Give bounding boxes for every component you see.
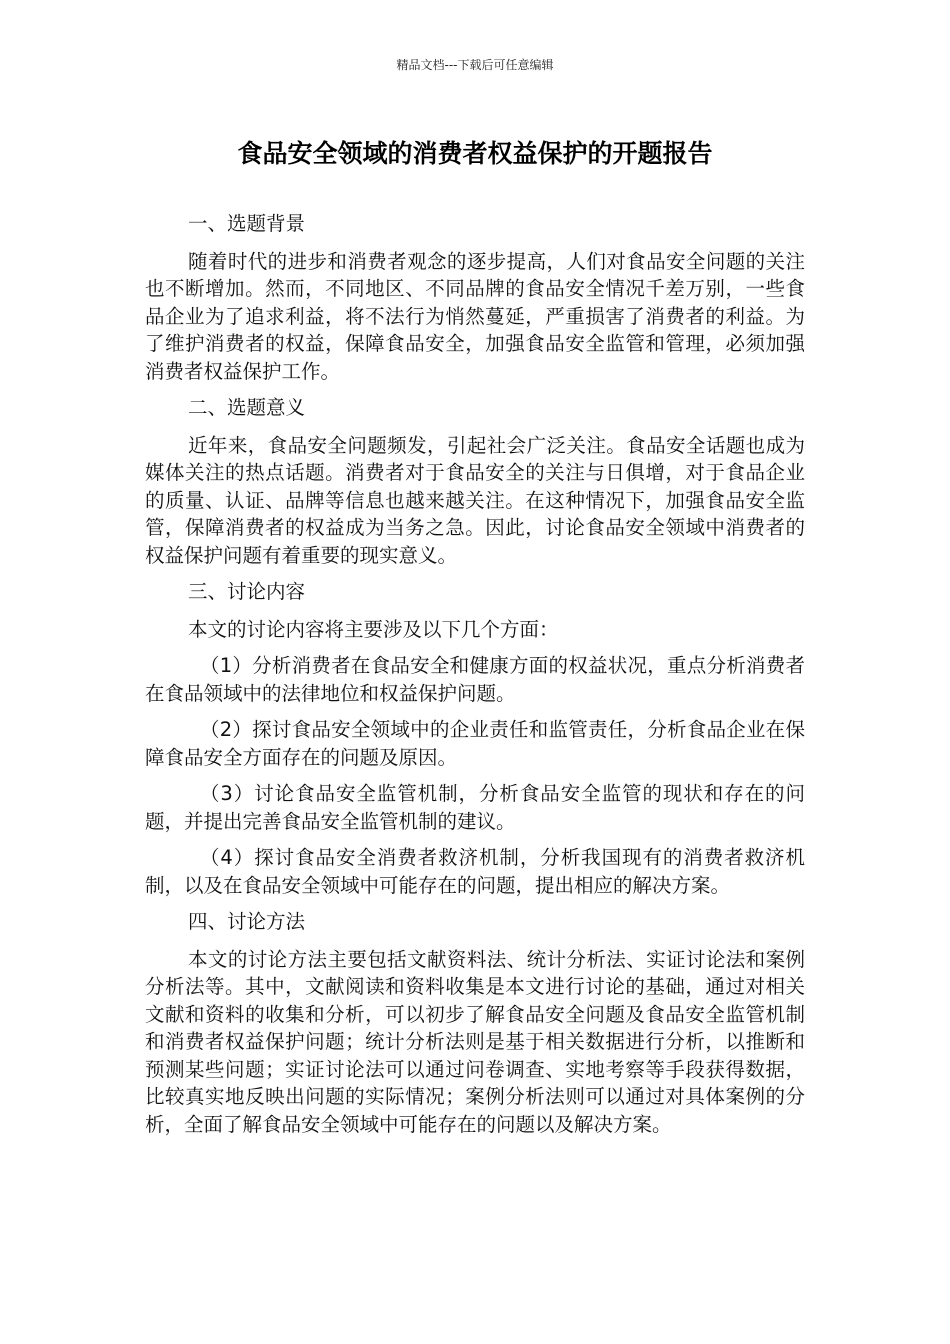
content-item-1: （1）分析消费者在食品安全和健康方面的权益状况，重点分析消费者在食品领域中的法律地位和权益保护问题。 [145,654,805,705]
background-paragraph: 随着时代的进步和消费者观念的逐步提高，人们对食品安全问题的关注也不断增加。然而，不同地区、不同品牌的食品安全情况千差万别，一些食品企业为了追求利益，将不法行为悄然蔓延，严重损害了消费者的利益。为了维护消费者的权益，保障食品安全，加强食品安全监管和管理，必须加强消费者权益保护工作。 [145,249,805,383]
significance-paragraph: 近年来，食品安全问题频发，引起社会广泛关注。食品安全话题也成为媒体关注的热点话题。消费者对于食品安全的关注与日俱增，对于食品企业的质量、认证、品牌等信息也越来越关注。在这种情况下，加强食品安全监管，保障消费者的权益成为当务之急。因此，讨论食品安全领域中消费者的权益保护问题有着重要的现实意义。 [145,433,805,567]
section-heading-significance: 二、选题意义 [188,396,306,419]
content-item-4: （4）探讨食品安全消费者救济机制，分析我国现有的消费者救济机制，以及在食品安全领域中可能存在的问题，提出相应的解决方案。 [145,846,805,897]
content-item-2: （2）探讨食品安全领域中的企业责任和监管责任，分析食品企业在保障食品安全方面存在的问题及原因。 [145,718,805,769]
methods-paragraph: 本文的讨论方法主要包括文献资料法、统计分析法、实证讨论法和案例分析法等。其中，文献阅读和资料收集是本文进行讨论的基础，通过对相关文献和资料的收集和分析，可以初步了解食品安全问题及食品安全监管机制和消费者权益保护问题；统计分析法则是基于相关数据进行分析，以推断和预测某些问题；实证讨论法可以通过问卷调查、实地考察等手段获得数据，比较真实地反映出问题的实际情况；案例分析法则可以通过对具体案例的分析，全面了解食品安全领域中可能存在的问题以及解决方案。 [145,947,805,1136]
section-heading-background: 一、选题背景 [188,212,306,235]
content-intro: 本文的讨论内容将主要涉及以下几个方面： [188,617,559,641]
section-heading-content: 三、讨论内容 [188,580,306,603]
header-note: 精品文档---下载后可任意编辑 [396,58,554,72]
document-title: 食品安全领域的消费者权益保护的开题报告 [237,139,713,168]
section-heading-methods: 四、讨论方法 [188,910,306,933]
document-body [145,210,805,1147]
content-item-3: （3）讨论食品安全监管机制，分析食品安全监管的现状和存在的问题，并提出完善食品安全监管机制的建议。 [145,782,805,833]
